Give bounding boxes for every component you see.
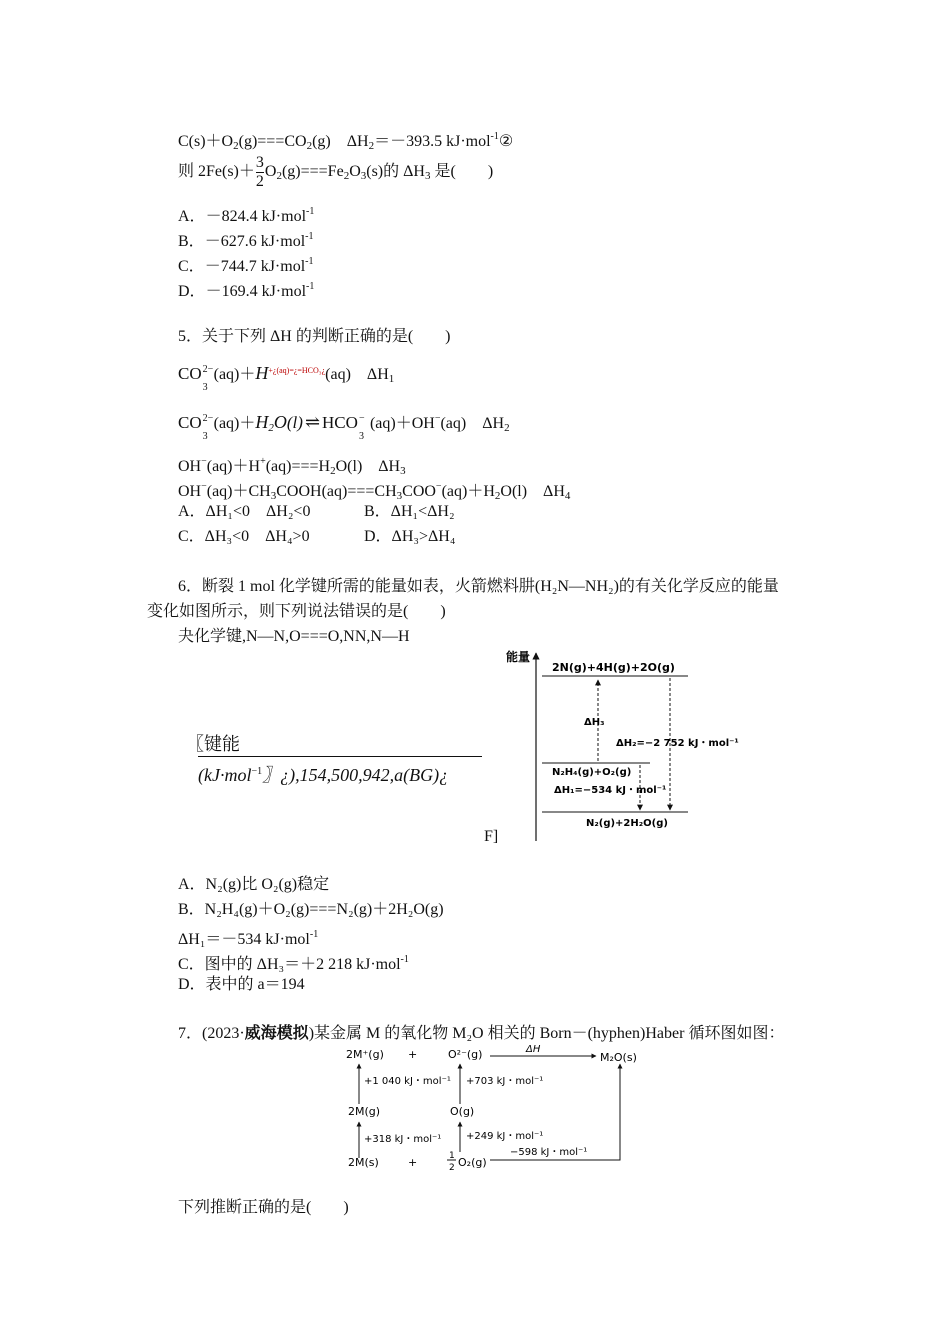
q6-table-line: 夬化学键,N—N,O===O,NN,N—H	[178, 628, 410, 645]
e249-label: +249 kJ・mol⁻¹	[466, 1131, 544, 1142]
q6-garbled-table-a: 〖键能	[186, 734, 240, 754]
q6-garbled-table-b: (kJ·mol$^{-1}$〗¿),154,500,942,a(BG)¿	[198, 765, 449, 785]
dh1-label: ΔH₁=−534 kJ・mol⁻¹	[554, 785, 667, 796]
level-bottom-label: N₂(g)+2H₂O(g)	[586, 818, 668, 829]
dh3-label: ΔH₃	[584, 717, 605, 728]
q5-option-d[interactable]: D．ΔH₃>ΔH₄	[364, 528, 456, 545]
dh2-label: ΔH₂=−2 752 kJ・mol⁻¹	[616, 738, 739, 749]
q5-option-c[interactable]: C．ΔH₃<0 ΔH₄>0	[178, 528, 310, 545]
q5-stem: 5．关于下列 ΔH 的判断正确的是( )	[178, 328, 451, 345]
q7-tail: 下列推断正确的是( )	[178, 1199, 349, 1216]
o2-minus-label: O²⁻(g)	[448, 1048, 483, 1061]
q4-option-b[interactable]: B．－627.6 kJ·mol$^{-1}$	[178, 231, 314, 250]
q6-option-d[interactable]: D．表中的 a＝194	[178, 976, 305, 993]
q4-stem: 则 2Fe(s)＋ $\frac{3}{2}$ $O_2(g)===Fe_2O_3(s)$的 $\Delta H_3$ 是( )	[178, 153, 494, 190]
e703-label: +703 kJ・mol⁻¹	[466, 1076, 544, 1087]
o2-gas-label: O₂(g)	[458, 1156, 487, 1169]
q6-option-a[interactable]: A．N₂(g)比 O₂(g)稳定	[178, 876, 330, 893]
energy-level-diagram	[500, 645, 750, 845]
level-middle-label: N₂H₄(g)+O₂(g)	[552, 767, 632, 778]
q7-stem: 7．(2023·威海模拟)某金属 M 的氧化物 M₂O 相关的 Born－(hyphen)Haber 循环图如图：	[178, 1025, 785, 1042]
q6-option-b-continued: ΔH₁＝－534 kJ·mol$^{-1}$	[178, 929, 319, 948]
q5-eq2: CO 2− 3 $(aq)+H_2O(l)$ ⇌ HCO − 3 (aq)＋OH−(aq) $\Delta H_2$	[178, 412, 510, 442]
half-denominator: 2	[449, 1163, 455, 1173]
q6-tag: F]	[484, 828, 499, 845]
plus-bottom: +	[408, 1156, 418, 1169]
q5-option-a[interactable]: A．ΔH₁<0 ΔH₂<0	[178, 503, 311, 520]
o-gas-label: O(g)	[450, 1105, 475, 1118]
m-solid-label: 2M(s)	[348, 1156, 379, 1169]
m2o-label: M₂O(s)	[600, 1051, 637, 1064]
born-haber-cycle	[330, 1042, 650, 1174]
e318-label: +318 kJ・mol⁻¹	[364, 1134, 442, 1145]
fraction-three-halves: $\frac{3}{2}$	[255, 153, 264, 190]
half-numerator: 1	[449, 1151, 455, 1161]
q6-option-c[interactable]: C．图中的 ΔH₃＝＋2 218 kJ·mol$^{-1}$	[178, 954, 409, 973]
m-plus-label: 2M⁺(g)	[346, 1048, 384, 1061]
q5-eq1: CO 2− 3 $(aq)+H^{+¿(aq)=¿=HCO_3¿}(aq)$ $\Delta H_1$	[178, 363, 395, 393]
q6-garbled-rule	[198, 756, 482, 757]
e1040-label: +1 040 kJ・mol⁻¹	[364, 1076, 451, 1087]
q5-eq3: $OH^-(aq)+H^+(aq)===H_2O(l)$ $\Delta H_3$	[178, 456, 406, 477]
e598-label: −598 kJ・mol⁻¹	[510, 1147, 588, 1158]
q6-option-b[interactable]: B．N₂H₄(g)＋O₂(g)===N₂(g)＋2H₂O(g)	[178, 901, 444, 918]
plus-top: +	[408, 1048, 418, 1061]
energy-axis-label: 能量	[506, 650, 531, 664]
dh-label: ΔH	[526, 1044, 541, 1055]
q4-option-a[interactable]: A．－824.4 kJ·mol$^{-1}$	[178, 206, 315, 225]
q5-eq4: $OH^-(aq)+CH_3COOH(aq)===CH_3COO^-(aq)+H_2O(l)$ $\Delta H_4$	[178, 481, 571, 502]
q6-stem-line2: 变化如图所示，则下列说法错误的是( )	[147, 603, 446, 620]
q4-option-d[interactable]: D．－169.4 kJ·mol$^{-1}$	[178, 281, 315, 300]
q5-option-b[interactable]: B．ΔH₁<ΔH₂	[364, 503, 455, 520]
m-gas-label: 2M(g)	[348, 1105, 381, 1118]
q4-option-c[interactable]: C．－744.7 kJ·mol$^{-1}$	[178, 256, 314, 275]
q4-equation-c: $C(s)+O_2(g)===CO_2(g)$ $\Delta H_2=-393.5$ kJ·mol$^{-1}$②	[178, 131, 514, 152]
level-top-label: 2N(g)+4H(g)+2O(g)	[552, 661, 675, 674]
q6-stem-line1: 6．断裂 1 mol 化学键所需的能量如表，火箭燃料肼(H₂N—NH₂)的有关化学反应的能量	[178, 578, 779, 595]
